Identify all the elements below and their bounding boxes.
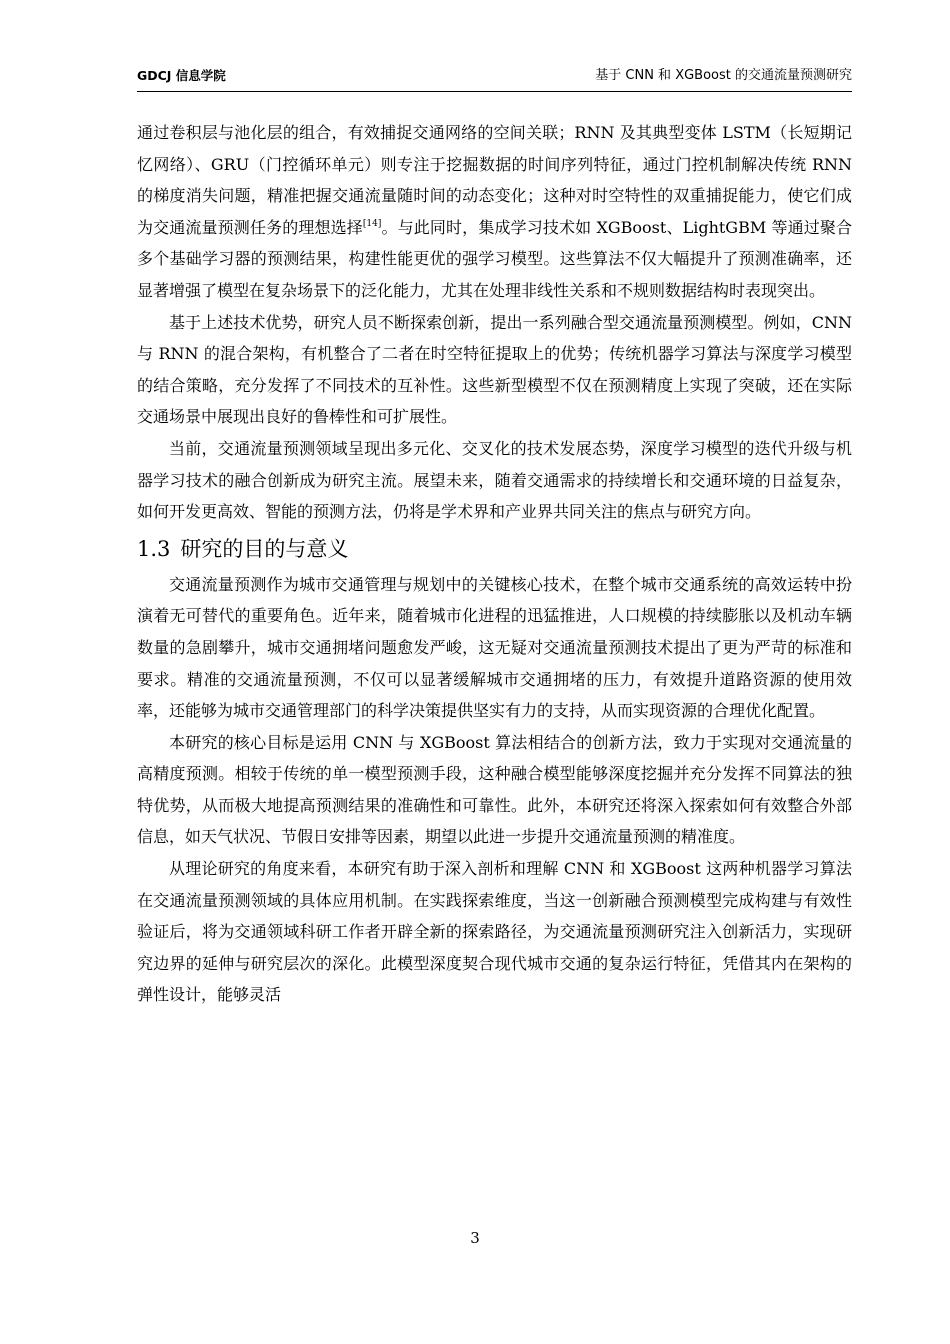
paragraph: 当前，交通流量预测领域呈现出多元化、交叉化的技术发展态势，深度学习模型的迭代升级与机器学习技术的融合创新成为研究主流。展望未来，随着交通需求的持续增长和交通环境的日益复杂，如何开发更高效、智能的预测方法，仍将是学术界和产业界共同关注的焦点与研究方向。: [137, 438, 852, 522]
header-thesis-title: 基于 CNN 和 XGBoost 的交通流量预测研究: [595, 68, 852, 83]
header-divider: [137, 91, 852, 92]
body-text: [137, 117, 852, 1011]
page-number: 3: [470, 1229, 480, 1247]
citation-ref: [14]: [362, 218, 382, 229]
paragraph-continued: [137, 117, 852, 307]
paragraph: 本研究的核心目标是运用 CNN 与 XGBoost 算法相结合的创新方法，致力于实现对交通流量的高精度预测。相较于传统的单一模型预测手段，这种融合模型能够深度挖掘并充分发挥不同算法的独特优势，从而极大地提高预测结果的准确性和可靠性。此外，本研究还将深入探索如何有效整合外部信息，如天气状况、节假日安排等因素，期望以此进一步提升交通流量预测的精准度。: [137, 732, 852, 847]
paragraph-text: 通过卷积层与池化层的组合，有效捕捉交通网络的空间关联；RNN 及其典型变体 LSTM（长短期记忆网络）、GRU（门控循环单元）则专注于挖掘数据的时间序列特征，通过门控机制解决传统 RNN 的梯度消失问题，精准把握交通流量随时间的动态变化；这种对时空特性的双重捕捉能力，使它们成为交通流量预测任务的理想选择: [137, 123, 852, 237]
paragraph: 基于上述技术优势，研究人员不断探索创新，提出一系列融合型交通流量预测模型。例如，CNN 与 RNN 的混合架构，有机整合了二者在时空特征提取上的优势；传统机器学习算法与深度学习模型的结合策略，充分发挥了不同技术的互补性。这些新型模型不仅在预测精度上实现了突破，还在实际交通场景中展现出良好的鲁棒性和可扩展性。: [137, 312, 852, 427]
running-header: [137, 66, 852, 86]
paragraph-text: 。与此同时，集成学习技术如 XGBoost、LightGBM 等通过聚合多个基础学习器的预测结果，构建性能更优的强学习模型。这些算法不仅大幅提升了预测准确率，还显著增强了模型在复杂场景下的泛化能力，尤其在处理非线性关系和不规则数据结构时表现突出。: [137, 217, 852, 300]
section-number: 1.3: [137, 536, 171, 561]
section-title: 研究的目的与意义: [180, 536, 349, 561]
paragraph: 交通流量预测作为城市交通管理与规划中的关键核心技术，在整个城市交通系统的高效运转中扮演着无可替代的重要角色。近年来，随着城市化进程的迅猛推进，人口规模的持续膨胀以及机动车辆数量的急剧攀升，城市交通拥堵问题愈发严峻，这无疑对交通流量预测技术提出了更为严苛的标准和要求。精准的交通流量预测，不仅可以显著缓解城市交通拥堵的压力，有效提升道路资源的使用效率，还能够为城市交通管理部门的科学决策提供坚实有力的支持，从而实现资源的合理优化配置。: [137, 574, 852, 721]
header-institution: GDCJ 信息学院: [137, 68, 226, 83]
section-heading: [137, 530, 852, 568]
paragraph: 从理论研究的角度来看，本研究有助于深入剖析和理解 CNN 和 XGBoost 这两种机器学习算法在交通流量预测领域的具体应用机制。在实践探索维度，当这一创新融合预测模型完成构建与有效性验证后，将为交通领域科研工作者开辟全新的探索路径，为交通流量预测研究注入创新活力，实现研究边界的延伸与研究层次的深化。此模型深度契合现代城市交通的复杂运行特征，凭借其内在架构的弹性设计，能够灵活: [137, 859, 852, 1005]
